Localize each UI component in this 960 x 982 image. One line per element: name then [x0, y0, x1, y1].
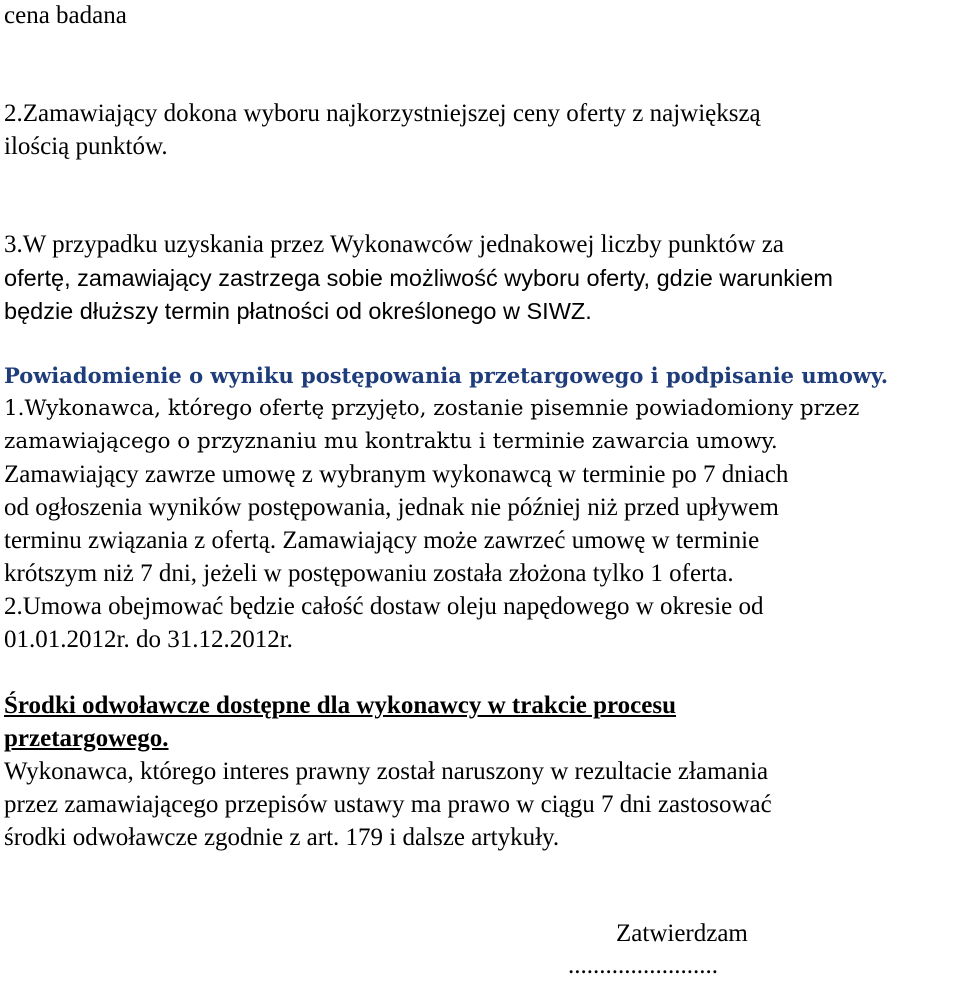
text-line: cena badana — [4, 2, 127, 29]
text-line: 1.Wykonawca, którego ofertę przyjęto, zostanie pisemnie powiadomiony przez — [4, 396, 860, 421]
text-line: środki odwoławcze zgodnie z art. 179 i dalsze artykuły. — [4, 824, 560, 851]
text-line: ofertę, zamawiający zastrzega sobie możliwość wyboru oferty, gdzie warunkiem — [4, 265, 833, 291]
text-line: ilością punktów. — [4, 133, 168, 160]
text-line: od ogłoszenia wyników postępowania, jednak nie później niż przed upływem — [4, 494, 779, 521]
signature-dots: ........................ — [568, 952, 718, 979]
section-heading: Powiadomienie o wyniku postępowania przetargowego i podpisanie umowy. — [4, 363, 889, 388]
section-heading-line: Środki odwoławcze dostępne dla wykonawcy w trakcie procesu — [4, 692, 677, 719]
signature-label: Zatwierdzam — [616, 920, 748, 947]
text-line: terminu związania z ofertą. Zamawiający może zawrzeć umowę w terminie — [4, 527, 760, 554]
text-line: 3.W przypadku uzyskania przez Wykonawców jednakowej liczby punktów za — [4, 231, 784, 258]
text-line: 01.01.2012r. do 31.12.2012r. — [4, 626, 293, 653]
text-line: Zamawiający zawrze umowę z wybranym wykonawcą w terminie po 7 dniach — [4, 461, 789, 488]
text-line: krótszym niż 7 dni, jeżeli w postępowaniu została złożona tylko 1 oferta. — [4, 560, 734, 587]
section-heading-line: przetargowego. — [4, 725, 169, 752]
text-line: zamawiającego o przyznaniu mu kontraktu i terminie zawarcia umowy. — [4, 429, 778, 454]
text-line: 2.Zamawiający dokona wyboru najkorzystniejszej ceny oferty z największą — [4, 100, 761, 127]
text-line: będzie dłuższy termin płatności od określonego w SIWZ. — [4, 298, 592, 324]
text-line: 2.Umowa obejmować będzie całość dostaw oleju napędowego w okresie od — [4, 593, 764, 620]
text-line: przez zamawiającego przepisów ustawy ma prawo w ciągu 7 dni zastosować — [4, 791, 772, 818]
text-line: Wykonawca, którego interes prawny został naruszony w rezultacie złamania — [4, 758, 769, 785]
